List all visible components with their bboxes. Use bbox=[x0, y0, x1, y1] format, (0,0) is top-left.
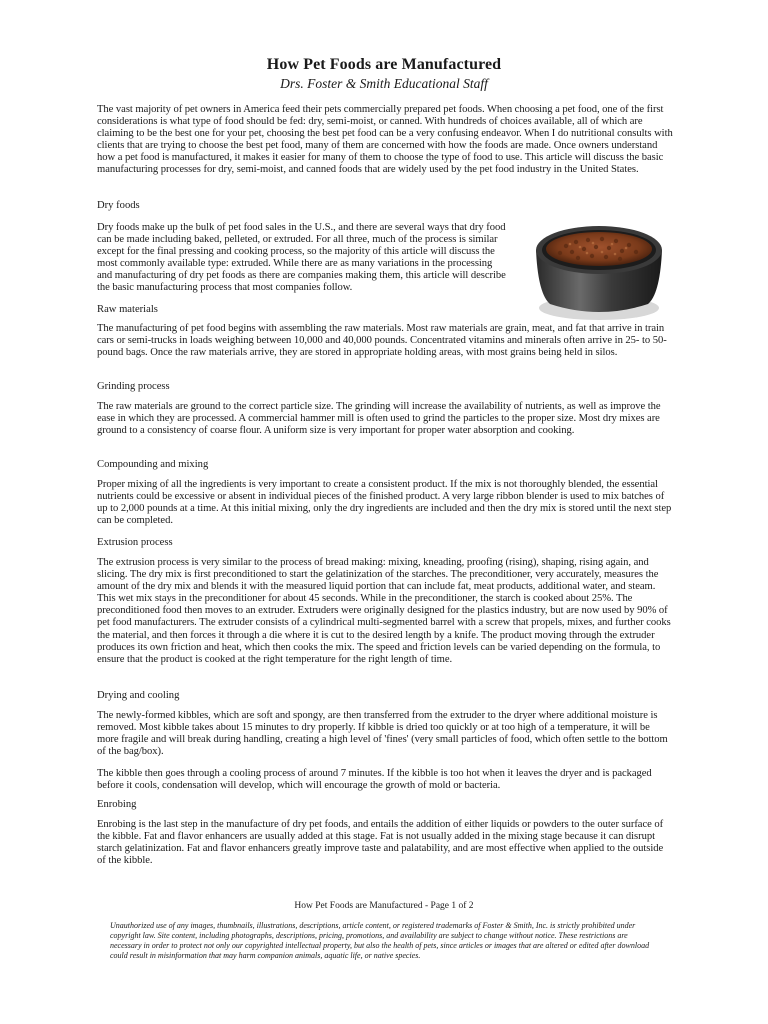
section-heading-drying: Drying and cooling bbox=[97, 690, 180, 701]
document-subtitle: Drs. Foster & Smith Educational Staff bbox=[280, 76, 488, 91]
copyright-disclaimer: Unauthorized use of any images, thumbnails, illustrations, descriptions, article content, or registered trademarks of Foster & Smith, Inc. is strictly prohibited under copyright law. Site content, including photographs, descriptions, pricing, promotions, and availability are subject to change without notice. These restrictions are necessary in order to protect not only our copyrighted intellectual property, but also the health of pets, since articles or images that are altered or edited after download could result in misinformation that may harm companion animals, aquatic life, or native species. bbox=[110, 921, 650, 960]
food-bowl-image bbox=[532, 216, 666, 322]
section-paragraph-extrusion: The extrusion process is very similar to the process of bread making: mixing, kneading, proofing (rising), shaping, rising again, and slicing. The dry mix is first preconditioned to start the gelatinization of the starches. The preconditioner, very accurately, measures the amount of the dry mix and blends it with the measured liquid portion that can include fat, meat products, additional water, and steam. This wet mix stays in the preconditioner for about 45 seconds. While in the preconditioner, the starch is cooked about 25%. The preconditioned food then moves to an extruder. Extruders were originally designed for the plastics industry, but are now used by 90% of pet food manufacturers. The extruder consists of a cylindrical multi-segmented barrel with a screw that propels, mixes, and further cooks the material, and then forces it through a die where it is cut to the desired length by a knife. The product moving through the extruder produces its own friction and heat, which then cooks the mix. The speed and friction levels can be varied depending on the formula, to ensure that the product is cooked at the right temperature for the right length of time. bbox=[97, 557, 671, 665]
document-title: How Pet Foods are Manufactured bbox=[266, 56, 502, 73]
section-heading-compounding: Compounding and mixing bbox=[97, 459, 209, 470]
section-heading-enrobing: Enrobing bbox=[97, 799, 137, 810]
section-paragraph-dry-foods: Dry foods make up the bulk of pet food sales in the U.S., and there are several ways that dry food can be made including baked, pelleted, or extruded. For all three, much of the process is similar except for the final pressing and cooking process, so the majority of this article will discuss the most commonly available type: extruded. While there are as many variations in the processing and manufacturing of dry pet foods as there are companies making them, this article will describe the basic manufacturing process that most companies follow. bbox=[97, 222, 506, 294]
section-paragraph-drying-2: The kibble then goes through a cooling process of around 7 minutes. If the kibble is too hot when it leaves the dryer and is packaged before it cools, condensation will develop, which will encourage the growth of mold or bacteria. bbox=[97, 768, 652, 792]
section-paragraph-enrobing: Enrobing is the last step in the manufacture of dry pet foods, and entails the addition of either liquids or powders to the outer surface of the kibble. Fat and flavor enhancers are usually added at this stage. Fat is not usually added in the mixing stage because it can disrupt starch gelatinization. Fat and flavor enhancers greatly improve taste and palatability, and are most effective when applied to the outside of the kibble. bbox=[97, 819, 664, 867]
section-heading-grinding: Grinding process bbox=[97, 381, 170, 392]
section-paragraph-drying-1: The newly-formed kibbles, which are soft and spongy, are then transferred from the extruder to the dryer where additional moisture is removed. Most kibble takes about 15 minutes to dry properly. If kibble is dried too quickly or at too high of a temperature, it will be more fragile and will break during handling, creating a high level of 'fines' (very small particles of food, which often settle to the bottom of the bag/box). bbox=[97, 710, 668, 758]
section-heading-dry-foods: Dry foods bbox=[97, 200, 140, 211]
intro-paragraph: The vast majority of pet owners in America feed their pets commercially prepared pet foods. When choosing a pet food, one of the first considerations is what type of food should be fed: dry, semi-moist, or canned. With hundreds of choices available, all of which are claiming to be the best one for your pet, choosing the best pet food can be a very confusing endeavor. When I do nutritional consults with clients that are trying to choose the best pet food, many of them are concerned with how the foods are made. Once owners understand how a pet food is manufactured, it makes it easier for many of them to choose the type of food to use. This article will discuss the basic manufacturing processes for dry, semi-moist, and canned foods that are widely used by the pet food industry in the United States. bbox=[97, 104, 673, 176]
section-paragraph-raw-materials: The manufacturing of pet food begins with assembling the raw materials. Most raw materials are grain, meat, and fat that arrive in train cars or semi-trucks in loads weighing between 10,000 and 40,000 pounds. Concentrated vitamins and minerals often arrive in 25- to 50-pound bags. Once the raw materials arrive, they are stored in appropriate holding areas, with most grains being held in silos. bbox=[97, 323, 667, 359]
section-paragraph-grinding: The raw materials are ground to the correct particle size. The grinding will increase the availability of nutrients, as well as improve the ease in which they are processed. A commercial hammer mill is often used to grind the particles to the proper size. Most dry mixes are ground to a consistency of coarse flour. A uniform size is very important for proper water absorption and cooking. bbox=[97, 401, 661, 437]
section-paragraph-compounding: Proper mixing of all the ingredients is very important to create a consistent product. If the mix is not thoroughly blended, the essential nutrients could be excessive or absent in individual pieces of the finished product. A very large ribbon blender is used to mix batches of up to 2,000 pounds at a time. At this initial mixing, only the dry ingredients are included and then the dry mix is stored until the next step can be completed. bbox=[97, 479, 672, 527]
section-heading-raw-materials: Raw materials bbox=[97, 304, 158, 315]
page-footer: How Pet Foods are Manufactured - Page 1 of 2 bbox=[294, 901, 474, 911]
section-heading-extrusion: Extrusion process bbox=[97, 537, 173, 548]
